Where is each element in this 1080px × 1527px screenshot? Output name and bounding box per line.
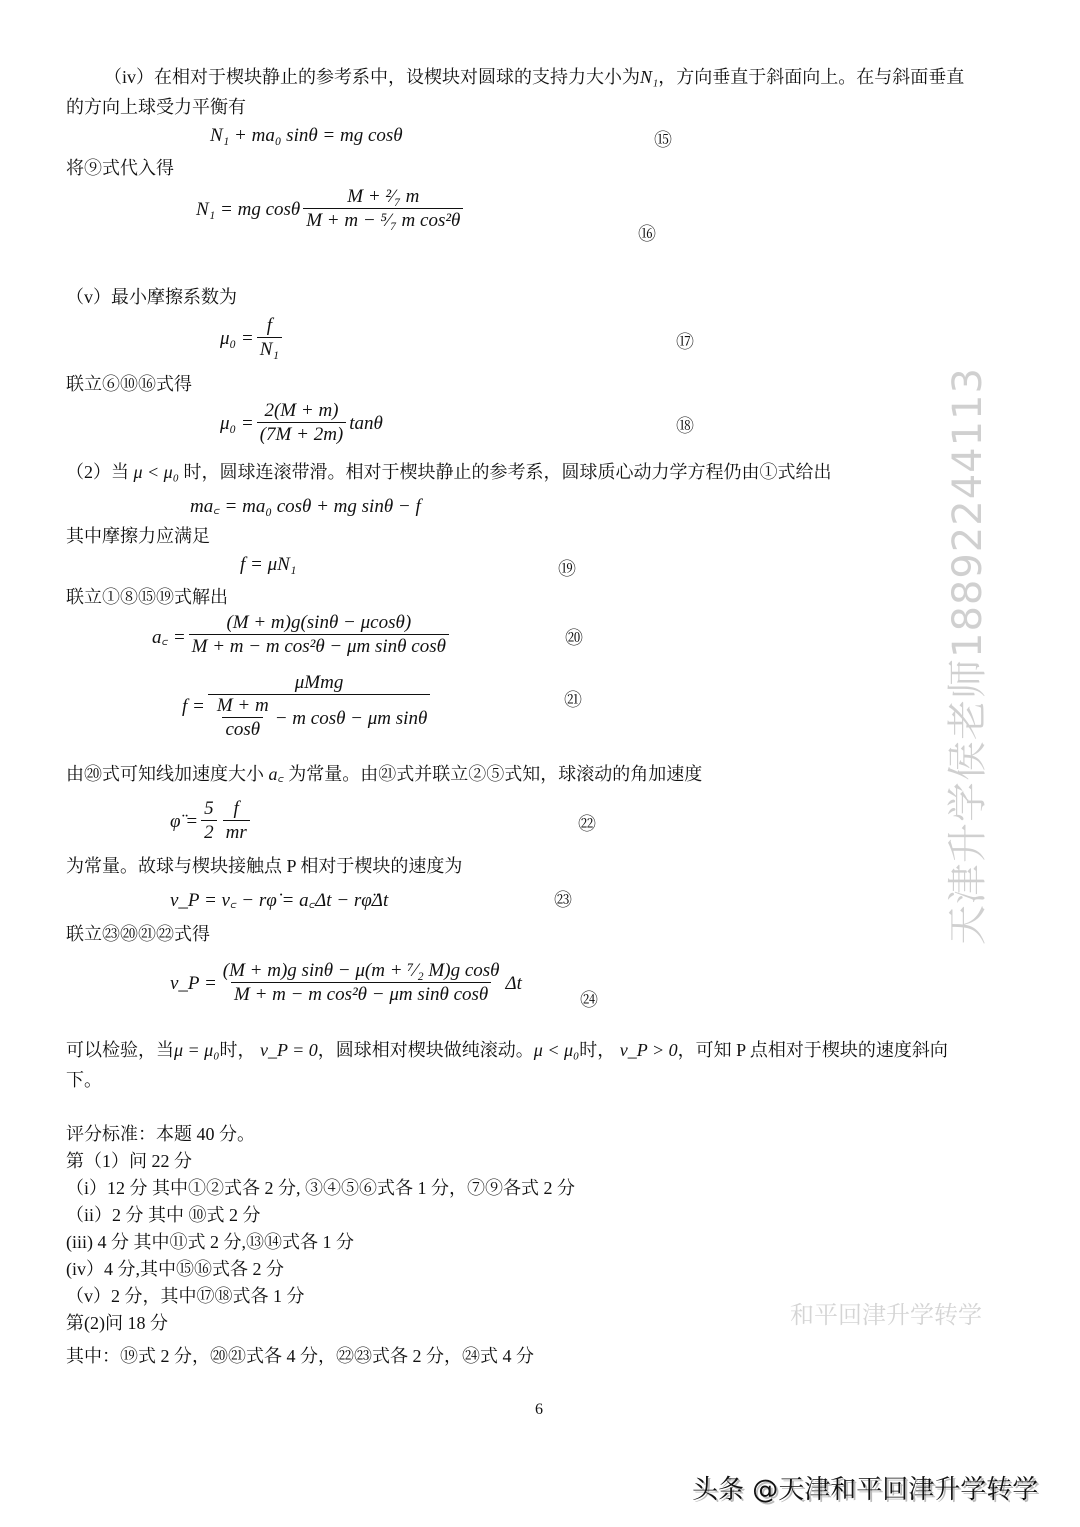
equation-18: μ₀ = $\frac{2(M + m)}{(7M + 2m)}$ tanθ (220, 400, 383, 445)
equation-mac: ma꜀ = ma₀ cosθ + mg sinθ − f (190, 496, 421, 517)
scoring-line: （i）12 分 其中①②式各 2 分, ③④⑤⑥式各 1 分，⑦⑨各式 2 分 (66, 1178, 575, 1198)
text-line: 为常量。故球与楔块接触点 P 相对于楔块的速度为 (66, 856, 463, 876)
eq-number: ㉓ (554, 890, 572, 910)
eq-number: ㉔ (580, 990, 598, 1010)
eq-number: ⑱ (676, 416, 694, 436)
text-line: 将⑨式代入得 (66, 158, 174, 178)
equation-17: μ₀ = $\frac{f}{\text{N₁}}$ (220, 315, 285, 362)
equation-21: f = μMmg M + m cosθ − m cosθ − μm sinθ (182, 672, 433, 742)
scoring-line: 评分标准：本题 40 分。 (66, 1124, 255, 1144)
text-line: 联立㉓⑳㉑㉒式得 (66, 924, 210, 944)
scoring-line: (iii) 4 分 其中⑪式 2 分,⑬⑭式各 1 分 (66, 1232, 354, 1252)
equation-22: φ̈ = $\frac{5}{2}$ f mr (170, 798, 253, 845)
para-iv-line1: （iv）在相对于楔块静止的参考系中，设楔块对圆球的支持力大小为N₁，方向垂直于斜面向上。在与斜面垂直 (104, 67, 965, 87)
equation-23: v_P = v꜀ − rφ̇ = a꜀Δt − rφ̈Δt (170, 890, 389, 911)
para-v: （v）最小摩擦系数为 (66, 287, 237, 307)
scoring-line: 第(2)问 18 分 (66, 1313, 168, 1333)
text-line: 联立①⑧⑮⑲式解出 (66, 587, 228, 607)
para-2: （2）当 μ < μ₀ 时，圆球连滚带滑。相对于楔块静止的参考系，圆球质心动力学方程仍由①式给出 (66, 462, 832, 482)
eq-number: ㉑ (564, 690, 582, 710)
scoring-line: （ii）2 分 其中 ⑩式 2 分 (66, 1205, 261, 1225)
page-number: 6 (535, 1401, 543, 1418)
footer-watermark: 头条 @天津和平回津升学转学 (692, 1475, 1039, 1505)
eq-number: ⑰ (676, 332, 694, 352)
text-line: 由⑳式可知线加速度大小 a꜀ 为常量。由㉑式并联立②⑤式知，球滚动的角加速度 (66, 764, 703, 784)
text-line: 可以检验，当μ = μ₀时， v_P = 0，圆球相对楔块做纯滚动。μ < μ₀时， v_P > 0，可知 P 点相对于楔块的速度斜向 (66, 1040, 948, 1060)
footer-shadow-watermark: 和平回津升学转学 (790, 1301, 982, 1329)
scoring-line: (iv）4 分,其中⑮⑯式各 2 分 (66, 1259, 284, 1279)
equation-15: N₁ + ma₀ sinθ = mg cosθ (210, 125, 403, 146)
scoring-line: 其中：⑲式 2 分，⑳㉑式各 4 分，㉒㉓式各 2 分，㉔式 4 分 (66, 1346, 534, 1366)
eq-number: ⑳ (565, 628, 583, 648)
equation-24: v_P = $\frac{\text{(M + m)g sinθ − μ(m + ⁷⁄₂ M)g cosθ}}{\text{M + m − m cos²θ − μm sinθ cosθ}}$ Δt (170, 960, 522, 1005)
eq-number: ⑲ (558, 559, 576, 579)
equation-16: N₁ = mg cosθ M + ²⁄₇ m M + m − ⁵⁄₇ m cos²θ (196, 186, 466, 233)
text-line: 联立⑥⑩⑯式得 (66, 374, 192, 394)
equation-20: a꜀ = $\frac{(M + m)g(\sin\theta - \mu\cos\theta)}{\text{M + m − m cos²θ − μm sinθ cosθ}}$ (152, 612, 452, 659)
vertical-watermark: 天津升学侯老师18892244113 (945, 367, 991, 945)
eq-number: ㉒ (578, 814, 596, 834)
equation-19: f = μN₁ (240, 554, 297, 575)
scoring-line: 第（1）问 22 分 (66, 1151, 192, 1171)
eq-number: ⑮ (654, 130, 672, 150)
para-iv-line2: 的方向上球受力平衡有 (66, 97, 246, 117)
text-line: 其中摩擦力应满足 (66, 526, 210, 546)
text-line: 下。 (66, 1070, 102, 1090)
scoring-line: （v）2 分，其中⑰⑱式各 1 分 (66, 1286, 305, 1306)
eq-number: ⑯ (638, 224, 656, 244)
